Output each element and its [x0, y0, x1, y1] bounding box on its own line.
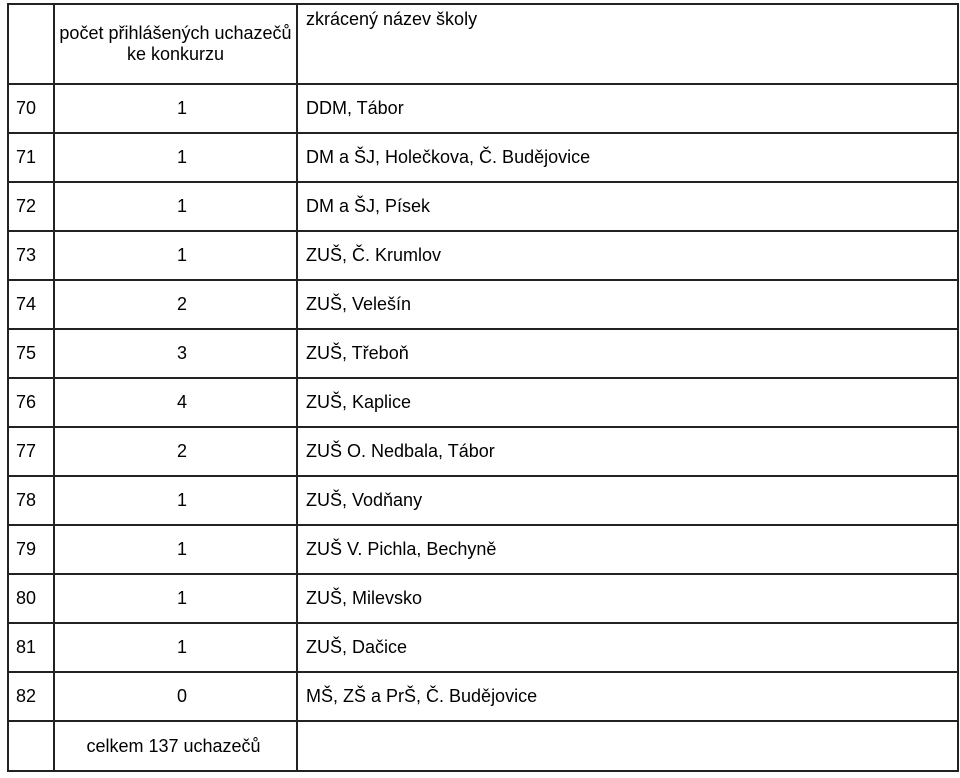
name-cell: MŠ, ZŠ a PrŠ, Č. Budějovice [297, 672, 958, 721]
num-cell: 73 [8, 231, 54, 280]
name-cell: ZUŠ, Dačice [297, 623, 958, 672]
count-cell: 1 [54, 574, 297, 623]
num-cell: 72 [8, 182, 54, 231]
header-name-cell: zkrácený název školy [297, 4, 958, 84]
name-cell: ZUŠ O. Nedbala, Tábor [297, 427, 958, 476]
name-cell: DDM, Tábor [297, 84, 958, 133]
num-cell: 77 [8, 427, 54, 476]
table-row [8, 182, 958, 231]
num-cell: 81 [8, 623, 54, 672]
name-cell: ZUŠ V. Pichla, Bechyně [297, 525, 958, 574]
table-row [8, 574, 958, 623]
num-cell: 80 [8, 574, 54, 623]
num-cell: 75 [8, 329, 54, 378]
table-row [8, 525, 958, 574]
header-row [8, 4, 958, 84]
name-cell: ZUŠ, Vodňany [297, 476, 958, 525]
name-cell: DM a ŠJ, Písek [297, 182, 958, 231]
table-row [8, 476, 958, 525]
footer-row [8, 721, 958, 771]
count-cell: 0 [54, 672, 297, 721]
count-cell: 1 [54, 133, 297, 182]
header-num-cell [8, 4, 54, 84]
count-cell: 2 [54, 427, 297, 476]
table-row [8, 84, 958, 133]
count-cell: 1 [54, 623, 297, 672]
num-cell: 70 [8, 84, 54, 133]
num-cell: 79 [8, 525, 54, 574]
count-cell: 4 [54, 378, 297, 427]
table-row [8, 329, 958, 378]
schools-table [7, 3, 959, 772]
name-cell: ZUŠ, Č. Krumlov [297, 231, 958, 280]
count-cell: 1 [54, 476, 297, 525]
num-cell: 82 [8, 672, 54, 721]
table-row [8, 623, 958, 672]
footer-num-cell [8, 721, 54, 771]
table-row [8, 133, 958, 182]
count-cell: 2 [54, 280, 297, 329]
name-cell: ZUŠ, Kaplice [297, 378, 958, 427]
table-row [8, 231, 958, 280]
table-row [8, 427, 958, 476]
table-row [8, 280, 958, 329]
name-cell: DM a ŠJ, Holečkova, Č. Budějovice [297, 133, 958, 182]
num-cell: 71 [8, 133, 54, 182]
num-cell: 74 [8, 280, 54, 329]
count-cell: 3 [54, 329, 297, 378]
count-cell: 1 [54, 525, 297, 574]
num-cell: 78 [8, 476, 54, 525]
count-cell: 1 [54, 231, 297, 280]
count-cell: 1 [54, 182, 297, 231]
total-cell: celkem 137 uchazečů [54, 721, 297, 771]
footer-name-cell [297, 721, 958, 771]
name-cell: ZUŠ, Třeboň [297, 329, 958, 378]
count-cell: 1 [54, 84, 297, 133]
name-cell: ZUŠ, Velešín [297, 280, 958, 329]
num-cell: 76 [8, 378, 54, 427]
table-row [8, 672, 958, 721]
name-cell: ZUŠ, Milevsko [297, 574, 958, 623]
header-count-cell: počet přihlášených uchazečů ke konkurzu [54, 4, 297, 84]
table-row [8, 378, 958, 427]
